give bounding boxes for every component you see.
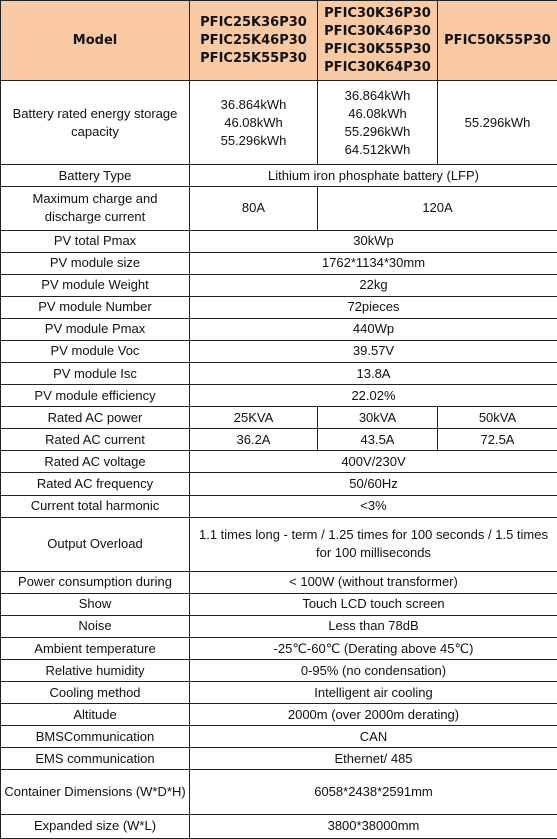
cell-line: 55.296kWh xyxy=(344,123,411,139)
row-label: PV module efficiency xyxy=(1,385,190,407)
row-label: Rated AC power xyxy=(1,407,190,429)
table-row xyxy=(1,296,557,318)
cell-value: < 100W (without transformer) xyxy=(190,571,557,593)
table-row xyxy=(1,363,557,385)
cell-value: 39.57V xyxy=(190,340,557,362)
table-row xyxy=(1,571,557,593)
cell-value: 80A xyxy=(190,187,318,230)
row-label: PV module size xyxy=(1,252,190,274)
cell-value: Touch LCD touch screen xyxy=(190,593,557,615)
table-row xyxy=(1,638,557,660)
cell-value: 55.296kWh xyxy=(438,81,557,165)
cell-value: 50/60Hz xyxy=(190,473,557,495)
table-row xyxy=(1,274,557,296)
cell-line: 64.512kWh xyxy=(344,141,411,157)
cell-value: -25℃-60℃ (Derating above 45℃) xyxy=(190,638,557,660)
table-row xyxy=(1,682,557,704)
table-row xyxy=(1,81,557,165)
table-row xyxy=(1,187,557,230)
model-name: PFIC25K46P30 xyxy=(200,32,307,48)
model-col3-header: PFIC50K55P30 xyxy=(438,1,557,81)
cell-value: CAN xyxy=(190,726,557,748)
row-label: Altitude xyxy=(1,704,190,726)
header-row xyxy=(1,1,557,81)
table-row xyxy=(1,615,557,637)
cell-value: 440Wp xyxy=(190,318,557,340)
row-label: Rated AC frequency xyxy=(1,473,190,495)
cell-value: Less than 78dB xyxy=(190,615,557,637)
cell-value: 22kg xyxy=(190,274,557,296)
row-label: EMS communication xyxy=(1,748,190,770)
table-row xyxy=(1,593,557,615)
cell-value: Ethernet/ 485 xyxy=(190,748,557,770)
row-label: PV module Number xyxy=(1,296,190,318)
table-row xyxy=(1,407,557,429)
row-label: Ambient temperature xyxy=(1,638,190,660)
row-label: Maximum charge and discharge current xyxy=(1,187,190,230)
row-label: PV module Pmax xyxy=(1,318,190,340)
cell-value: 120A xyxy=(318,187,557,230)
model-name: PFIC30K64P30 xyxy=(324,59,431,75)
row-label: Noise xyxy=(1,615,190,637)
table-row xyxy=(1,230,557,252)
table-row xyxy=(1,165,557,187)
cell-value: 36.2A xyxy=(190,429,318,451)
table-row xyxy=(1,318,557,340)
model-name: PFIC30K46P30 xyxy=(324,23,431,39)
cell-value: 30kVA xyxy=(318,407,438,429)
table-row xyxy=(1,748,557,770)
row-label: Power consumption during xyxy=(1,571,190,593)
table-row xyxy=(1,385,557,407)
model-col2-header xyxy=(318,1,438,81)
cell-value: 50kVA xyxy=(438,407,557,429)
model-name: PFIC30K55P30 xyxy=(324,41,431,57)
cell-value: 72pieces xyxy=(190,296,557,318)
row-label: PV total Pmax xyxy=(1,230,190,252)
table-row xyxy=(1,451,557,473)
row-label: Output Overload xyxy=(1,517,190,571)
row-label: Expanded size (W*L) xyxy=(1,814,190,838)
cell-value: 1762*1134*30mm xyxy=(190,252,557,274)
cell-value xyxy=(190,81,318,165)
cell-value: 25KVA xyxy=(190,407,318,429)
table-row xyxy=(1,660,557,682)
cell-value: Intelligent air cooling xyxy=(190,682,557,704)
cell-value: 72.5A xyxy=(438,429,557,451)
table-row xyxy=(1,517,557,571)
row-label: Show xyxy=(1,593,190,615)
row-label: Battery rated energy storage capacity xyxy=(1,81,190,165)
cell-value: 400V/230V xyxy=(190,451,557,473)
row-label: PV module Isc xyxy=(1,363,190,385)
cell-line: 46.08kWh xyxy=(224,114,283,130)
row-label: Relative humidity xyxy=(1,660,190,682)
cell-value: 3800*38000mm xyxy=(190,814,557,838)
row-label: Current total harmonic xyxy=(1,495,190,517)
cell-value: 13.8A xyxy=(190,363,557,385)
model-name: PFIC25K36P30 xyxy=(200,14,307,30)
cell-line: 55.296kWh xyxy=(220,132,287,148)
table-row xyxy=(1,495,557,517)
table-row xyxy=(1,429,557,451)
cell-line: 46.08kWh xyxy=(348,105,407,121)
table-row xyxy=(1,252,557,274)
cell-value: 2000m (over 2000m derating) xyxy=(190,704,557,726)
cell-value: 30kWp xyxy=(190,230,557,252)
row-label: PV module Weight xyxy=(1,274,190,296)
model-name: PFIC25K55P30 xyxy=(200,50,307,66)
table-row xyxy=(1,340,557,362)
table-row xyxy=(1,726,557,748)
cell-line: 36.864kWh xyxy=(344,87,411,103)
cell-line: 36.864kWh xyxy=(220,96,287,112)
table-row xyxy=(1,814,557,838)
cell-value: 22.02% xyxy=(190,385,557,407)
cell-value: <3% xyxy=(190,495,557,517)
table-row xyxy=(1,473,557,495)
model-col1-header xyxy=(190,1,318,81)
cell-value: 43.5A xyxy=(318,429,438,451)
table-row xyxy=(1,770,557,814)
cell-value: 1.1 times long - term / 1.25 times for 100 seconds / 1.5 times for 100 milliseconds xyxy=(190,517,557,571)
row-label: PV module Voc xyxy=(1,340,190,362)
cell-value: 0-95% (no condensation) xyxy=(190,660,557,682)
row-label: Rated AC voltage xyxy=(1,451,190,473)
row-label: BMSCommunication xyxy=(1,726,190,748)
cell-value: 6058*2438*2591mm xyxy=(190,770,557,814)
row-label: Battery Type xyxy=(1,165,190,187)
row-label: Cooling method xyxy=(1,682,190,704)
model-name: PFIC30K36P30 xyxy=(324,5,431,21)
cell-value: Lithium iron phosphate battery (LFP) xyxy=(190,165,557,187)
row-label: Rated AC current xyxy=(1,429,190,451)
table-row xyxy=(1,704,557,726)
cell-value xyxy=(318,81,438,165)
model-header: Model xyxy=(1,1,190,81)
row-label: Container Dimensions (W*D*H) xyxy=(1,770,190,814)
